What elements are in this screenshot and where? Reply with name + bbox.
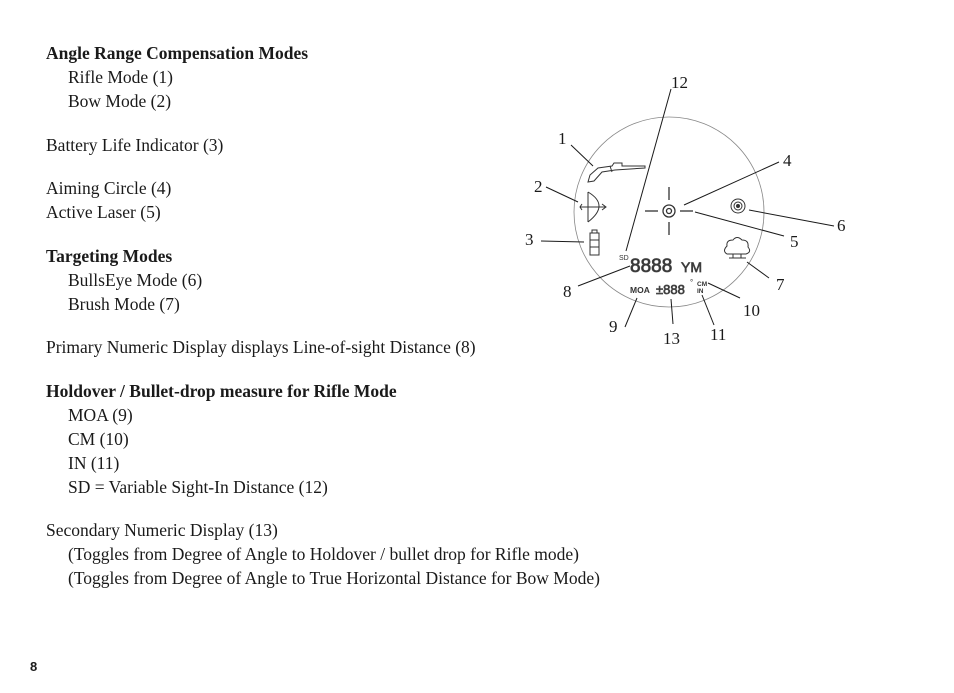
- heading-targeting-modes: Targeting Modes: [46, 245, 173, 266]
- primary-numeric-display: Primary Numeric Display displays Line-of-sight Distance (8): [46, 337, 476, 357]
- brush-icon: [725, 238, 750, 259]
- callout-4: 4: [783, 151, 792, 170]
- secondary-numeric-display: Secondary Numeric Display (13): [46, 520, 278, 540]
- rifle-icon: [588, 163, 645, 182]
- degree-symbol: °: [690, 278, 694, 287]
- active-laser: Active Laser (5): [46, 202, 161, 222]
- callout-1: 1: [558, 129, 567, 148]
- toggle-bow-note: (Toggles from Degree of Angle to True Horizontal Distance for Bow Mode): [68, 568, 600, 588]
- callout-10: 10: [743, 301, 760, 320]
- callout-5: 5: [790, 232, 799, 251]
- bullseye-icon: [731, 199, 745, 213]
- aiming-circle: Aiming Circle (4): [46, 178, 172, 198]
- item-moa: MOA (9): [68, 404, 133, 425]
- callout-9: 9: [609, 317, 618, 336]
- item-bow-mode: Bow Mode (2): [68, 91, 172, 111]
- item-bullseye-mode: BullsEye Mode (6): [68, 269, 203, 290]
- bow-icon: [580, 192, 606, 222]
- item-cm: CM (10): [68, 428, 129, 449]
- secondary-digits: ±888: [656, 282, 685, 297]
- heading-holdover: Holdover / Bullet-drop measure for Rifle Mode: [46, 380, 397, 401]
- crosshair-icon: [645, 187, 693, 235]
- callout-3: 3: [525, 230, 534, 249]
- battery-life-indicator: Battery Life Indicator (3): [46, 134, 224, 155]
- heading-angle-range-modes: Angle Range Compensation Modes: [46, 43, 309, 63]
- callout-7: 7: [776, 275, 785, 294]
- item-brush-mode: Brush Mode (7): [68, 293, 180, 314]
- item-sd: SD = Variable Sight-In Distance (12): [68, 476, 328, 497]
- toggle-rifle-note: (Toggles from Degree of Angle to Holdover / bullet drop for Rifle mode): [68, 544, 580, 564]
- sd-label: SD: [619, 255, 629, 262]
- callout-6: 6: [837, 216, 846, 235]
- viewfinder-diagram: [500, 60, 860, 360]
- moa-label: MOA: [630, 285, 650, 295]
- callout-11: 11: [710, 325, 727, 344]
- leader-lines: [541, 89, 834, 327]
- callout-13: 13: [663, 329, 680, 348]
- in-label: IN: [697, 288, 704, 295]
- callout-12: 12: [671, 73, 688, 92]
- cm-label: CM: [697, 281, 708, 288]
- callout-2: 2: [534, 177, 543, 196]
- item-in: IN (11): [68, 452, 120, 473]
- primary-digits: 8888: [630, 256, 673, 277]
- primary-units: YM: [681, 259, 702, 275]
- item-rifle-mode: Rifle Mode (1): [68, 67, 173, 87]
- callout-8: 8: [563, 282, 572, 301]
- battery-icon: [590, 230, 599, 255]
- page-number: 8: [30, 659, 38, 674]
